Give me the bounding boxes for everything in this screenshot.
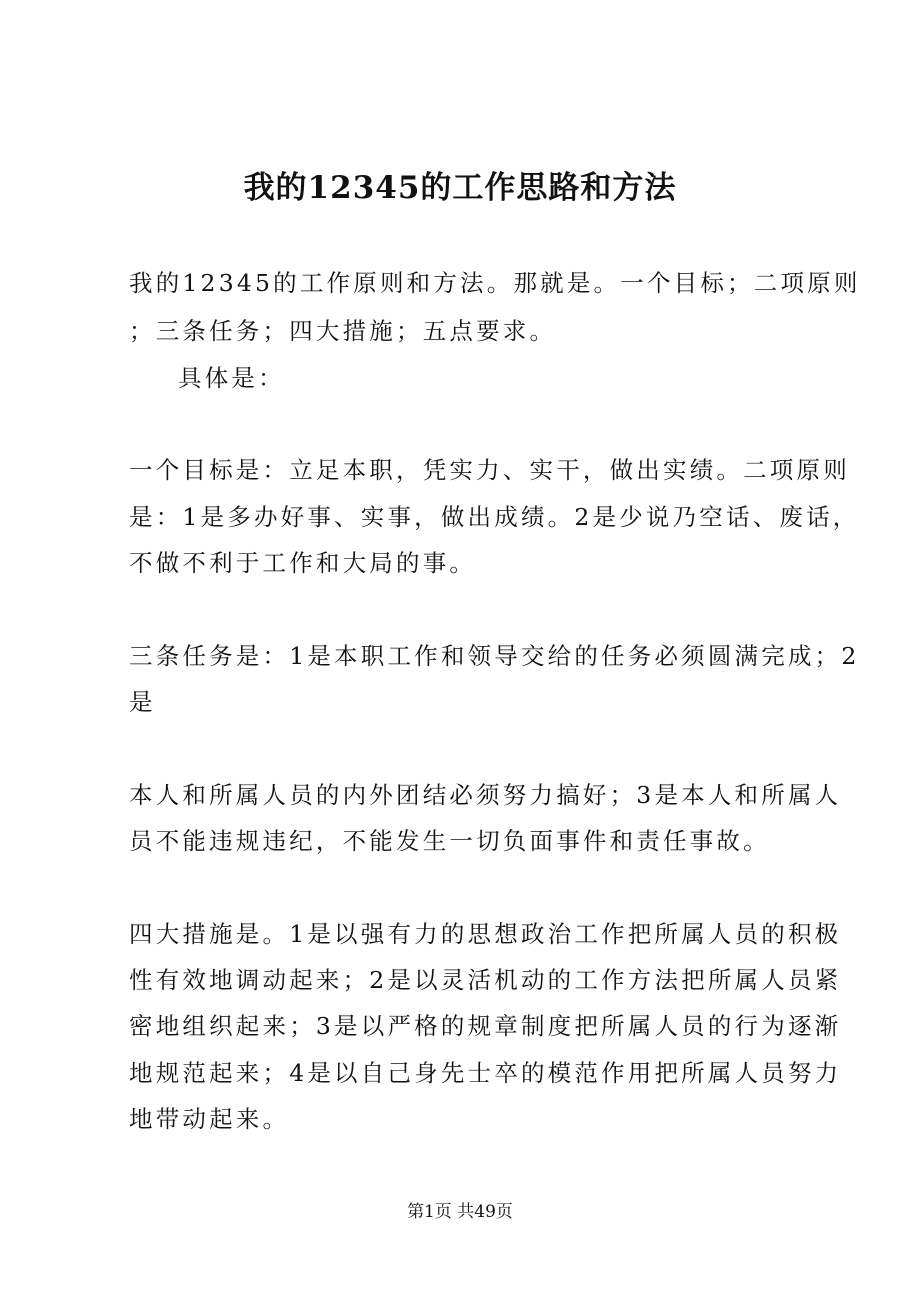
paragraph-line: 不做不利于工作和大局的事。 — [129, 549, 477, 577]
paragraph-line: 地规范起来；4是以自己身先士卒的模范作用把所属人员努力 — [129, 1059, 842, 1087]
paragraph-line: 本人和所属人员的内外团结必须努力搞好；3是本人和所属人 — [129, 781, 842, 809]
document-title: 我的12345的工作思路和方法 — [243, 170, 677, 206]
paragraph-line: 是 — [129, 688, 156, 716]
paragraph-line: 员不能违规违纪，不能发生一切负面事件和责任事故。 — [129, 827, 770, 855]
paragraph-line: 具体是： — [178, 364, 285, 392]
paragraph-line: 三条任务是：1是本职工作和领导交给的任务必须圆满完成；2 — [129, 642, 860, 670]
paragraph-line: 地带动起来。 — [129, 1105, 290, 1133]
paragraph-line: 性有效地调动起来；2是以灵活机动的工作方法把所属人员紧 — [129, 966, 842, 994]
page-footer: 第1页 共49页 — [407, 1202, 513, 1222]
paragraph-line: 四大措施是。1是以强有力的思想政治工作把所属人员的积极 — [129, 920, 842, 948]
paragraph-line: 密地组织起来；3是以严格的规章制度把所属人员的行为逐渐 — [129, 1012, 842, 1040]
paragraph-line: 我的12345的工作原则和方法。那就是。一个目标；二项原则 — [129, 269, 861, 297]
paragraph-line: 一个目标是：立足本职，凭实力、实干，做出实绩。二项原则 — [129, 456, 850, 484]
paragraph-line: ；三条任务；四大措施；五点要求。 — [129, 317, 557, 345]
paragraph-line: 是：1是多办好事、实事，做出成绩。2是少说乃空话、废话， — [129, 503, 860, 531]
